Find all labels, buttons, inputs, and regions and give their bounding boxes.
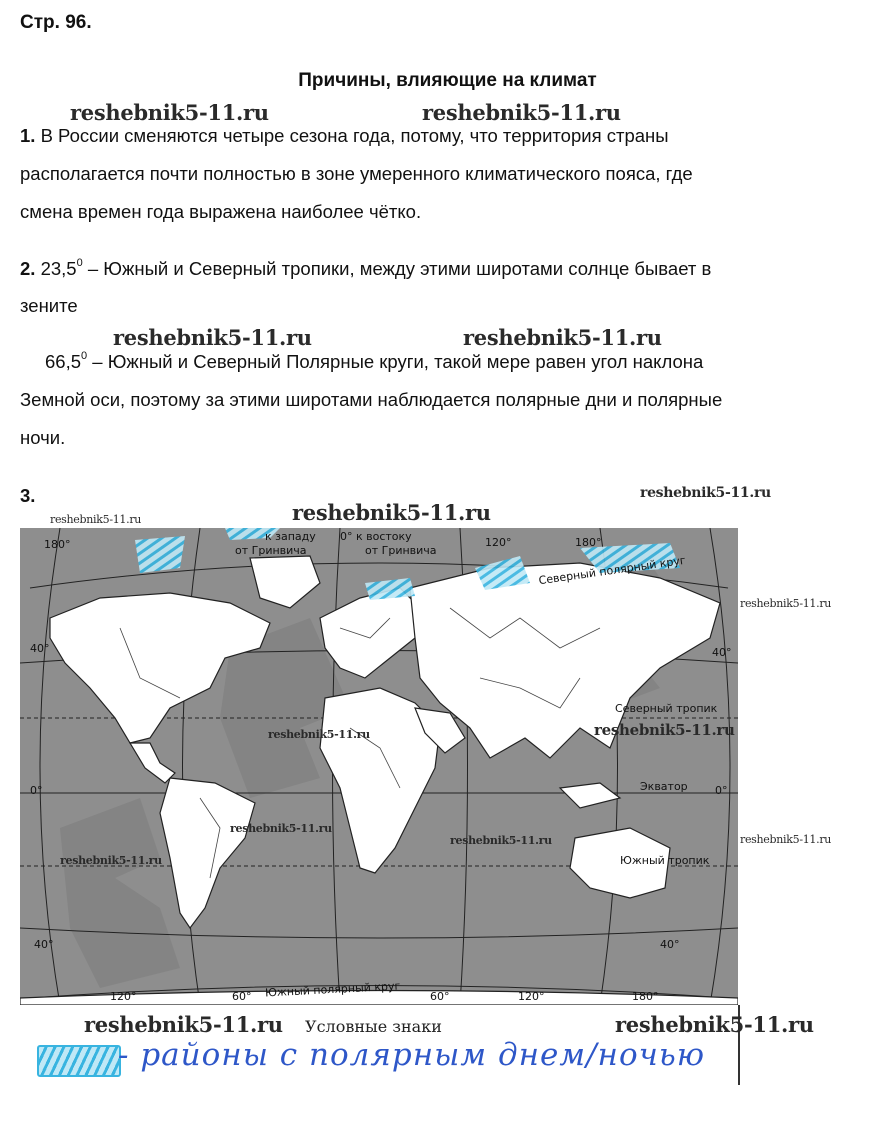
answer-1-line-2: располагается почти полностью в зоне умеренного климатического пояса, где <box>20 163 693 184</box>
answer-2-line-2: зените <box>20 295 78 316</box>
world-map-graphic <box>20 528 738 1005</box>
map-label-120-bottom: 120° <box>518 990 545 1003</box>
map-label-40s-left: 40° <box>34 938 54 951</box>
map-label-from-greenwich-west: от Гринвича <box>235 544 307 557</box>
central-america <box>130 743 175 783</box>
watermark: reshebnik5-11.ru <box>450 834 552 847</box>
polar-day-swatch <box>37 1045 121 1077</box>
watermark: reshebnik5-11.ru <box>113 325 312 350</box>
answer-3-number: 3. <box>20 485 36 506</box>
map-label-40s-right: 40° <box>660 938 680 951</box>
answer-2-line-5: ночи. <box>20 427 66 448</box>
greenland <box>250 556 320 608</box>
map-label-120-top: 120° <box>485 536 512 549</box>
map-label-0-right: 0° <box>715 784 728 797</box>
map-label-120-bottom-left: 120° <box>110 990 137 1003</box>
watermark: reshebnik5-11.ru <box>640 485 771 501</box>
watermark: reshebnik5-11.ru <box>422 100 621 125</box>
map-label-0-left: 0° <box>30 784 43 797</box>
map-label-40n-left: 40° <box>30 642 50 655</box>
legend-item-text: - районы с полярным днем/ночью <box>118 1037 706 1073</box>
europe <box>320 588 420 678</box>
watermark: reshebnik5-11.ru <box>594 721 735 739</box>
watermark: reshebnik5-11.ru <box>70 100 269 125</box>
map-label-zero-east: 0° к востоку <box>340 530 412 543</box>
map-label-south-polar-circle: Южный полярный круг <box>264 979 401 1000</box>
watermark: reshebnik5-11.ru <box>84 1012 283 1037</box>
map-label-west: к западу <box>265 530 316 543</box>
watermark: reshebnik5-11.ru <box>740 833 832 846</box>
map-label-40n-right: 40° <box>712 646 732 659</box>
map-label-south-tropic: Южный тропик <box>620 854 710 867</box>
map-label-north-polar-circle: Северный полярный круг <box>537 553 687 588</box>
answer-2-line-4: Земной оси, поэтому за этими широтами наблюдается полярные дни и полярные <box>20 389 723 410</box>
answer-1-line-1: 1. В России сменяются четыре сезона года, потому, что территория страны <box>20 125 669 146</box>
answer-2-number: 2. <box>20 258 36 279</box>
watermark: reshebnik5-11.ru <box>230 822 332 835</box>
page-number: Стр. 96. <box>20 12 92 33</box>
page-title: Причины, влияющие на климат <box>298 70 597 91</box>
map-label-180-west: 180° <box>44 538 71 551</box>
watermark: reshebnik5-11.ru <box>463 325 662 350</box>
map-label-180-bottom-right: 180° <box>632 990 659 1003</box>
map-label-180-top-right: 180° <box>575 536 602 549</box>
watermark: reshebnik5-11.ru <box>292 500 491 525</box>
answer-2-line-1: 2. 23,5$^0$ – Южный и Северный тропики, между этими широтами солнце бывает в <box>20 256 712 279</box>
answer-1-line-3: смена времен года выражена наиболее чётко. <box>20 201 422 222</box>
answer-1-number: 1. <box>20 125 36 146</box>
answer-2-line-3: 66,5$^0$ – Южный и Северный Полярные круги, такой мере равен угол наклона <box>45 349 704 372</box>
map-label-north-tropic: Северный тропик <box>615 702 718 715</box>
map-label-60-bottom-2: 60° <box>430 990 450 1003</box>
south-america <box>160 778 255 928</box>
world-map <box>20 528 738 1005</box>
map-label-60-bottom: 60° <box>232 990 252 1003</box>
watermark: reshebnik5-11.ru <box>615 1012 814 1037</box>
indonesia <box>560 783 620 808</box>
watermark: reshebnik5-11.ru <box>50 513 142 526</box>
watermark: reshebnik5-11.ru <box>60 854 162 867</box>
watermark: reshebnik5-11.ru <box>268 728 370 741</box>
watermark: reshebnik5-11.ru <box>740 597 832 610</box>
legend-title: Условные знаки <box>305 1017 442 1036</box>
map-label-equator: Экватор <box>640 780 688 793</box>
map-label-from-greenwich-east: от Гринвича <box>365 544 437 557</box>
